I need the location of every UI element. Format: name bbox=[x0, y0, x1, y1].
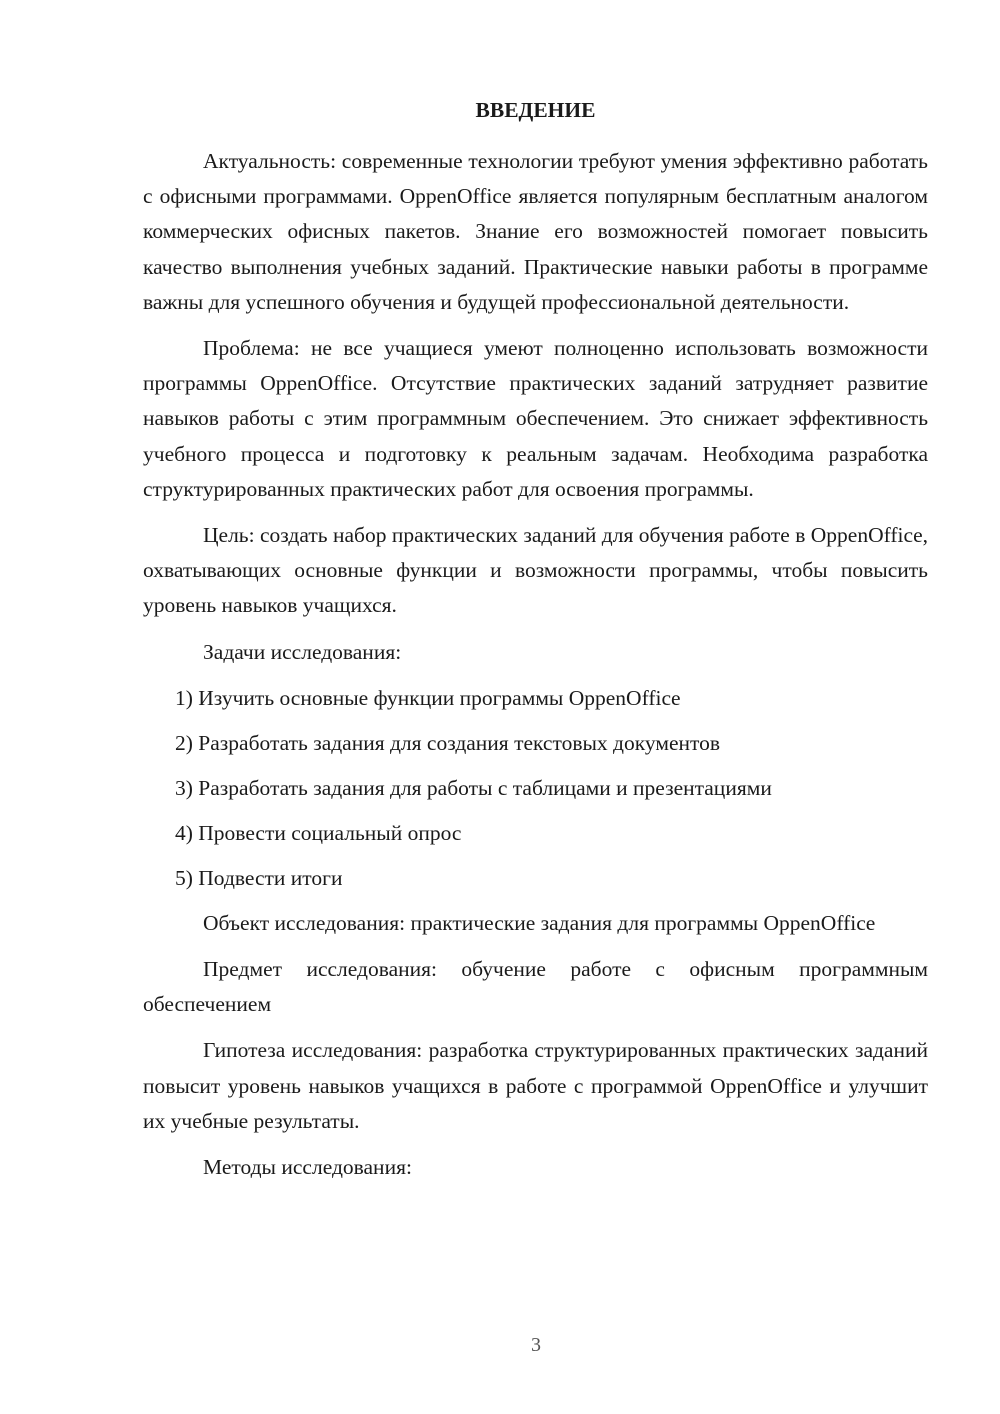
list-item: 2) Разработать задания для создания текстовых документов bbox=[175, 730, 721, 755]
list-item: 1) Изучить основные функции программы OppenOffice bbox=[175, 685, 681, 710]
paragraph-subject: Предмет исследования: обучение работе с офисным программным обеспечением bbox=[143, 957, 928, 1017]
page-title: ВВЕДЕНИЕ bbox=[475, 98, 596, 122]
paragraph-object: Объект исследования: практические задания для программы OppenOffice bbox=[203, 910, 876, 935]
list-item: 3) Разработать задания для работы с таблицами и презентациями bbox=[175, 775, 772, 800]
page-number: 3 bbox=[531, 1334, 541, 1356]
document-page bbox=[143, 94, 928, 1196]
paragraph-tasks-heading: Задачи исследования: bbox=[203, 639, 402, 664]
paragraph-goal: Цель: создать набор практических заданий для обучения работе в OppenOffice, охватывающих основные функции и возможности программы, чтобы повысить уровень навыков учащихся. bbox=[143, 523, 928, 618]
list-item: 5) Подвести итоги bbox=[175, 865, 343, 890]
list-item: 4) Провести социальный опрос bbox=[175, 820, 462, 845]
paragraph-hypothesis: Гипотеза исследования: разработка структурированных практических заданий повысит уровень навыков учащихся в работе с программой OppenOffice и улучшит их учебные результаты. bbox=[143, 1038, 928, 1133]
paragraph-relevance: Актуальность: современные технологии требуют умения эффективно работать с офисными программами. OppenOffice является популярным бесплатным аналогом коммерческих офисных пакетов. Знание его возможностей помогает повысить качество выполнения учебных заданий. Практические навыки работы в программе важны для успешного обучения и будущей профессиональной деятельности. bbox=[143, 149, 928, 314]
tasks-list bbox=[143, 681, 928, 896]
paragraph-problem: Проблема: не все учащиеся умеют полноценно использовать возможности программы OppenOffice. Отсутствие практических заданий затрудняет развитие навыков работы с этим программным обеспечением. Это снижает эффективность учебного процесса и подготовку к реальным задачам. Необходима разработка структурированных практических работ для освоения программы. bbox=[143, 336, 928, 501]
paragraph-methods: Методы исследования: bbox=[203, 1155, 412, 1180]
